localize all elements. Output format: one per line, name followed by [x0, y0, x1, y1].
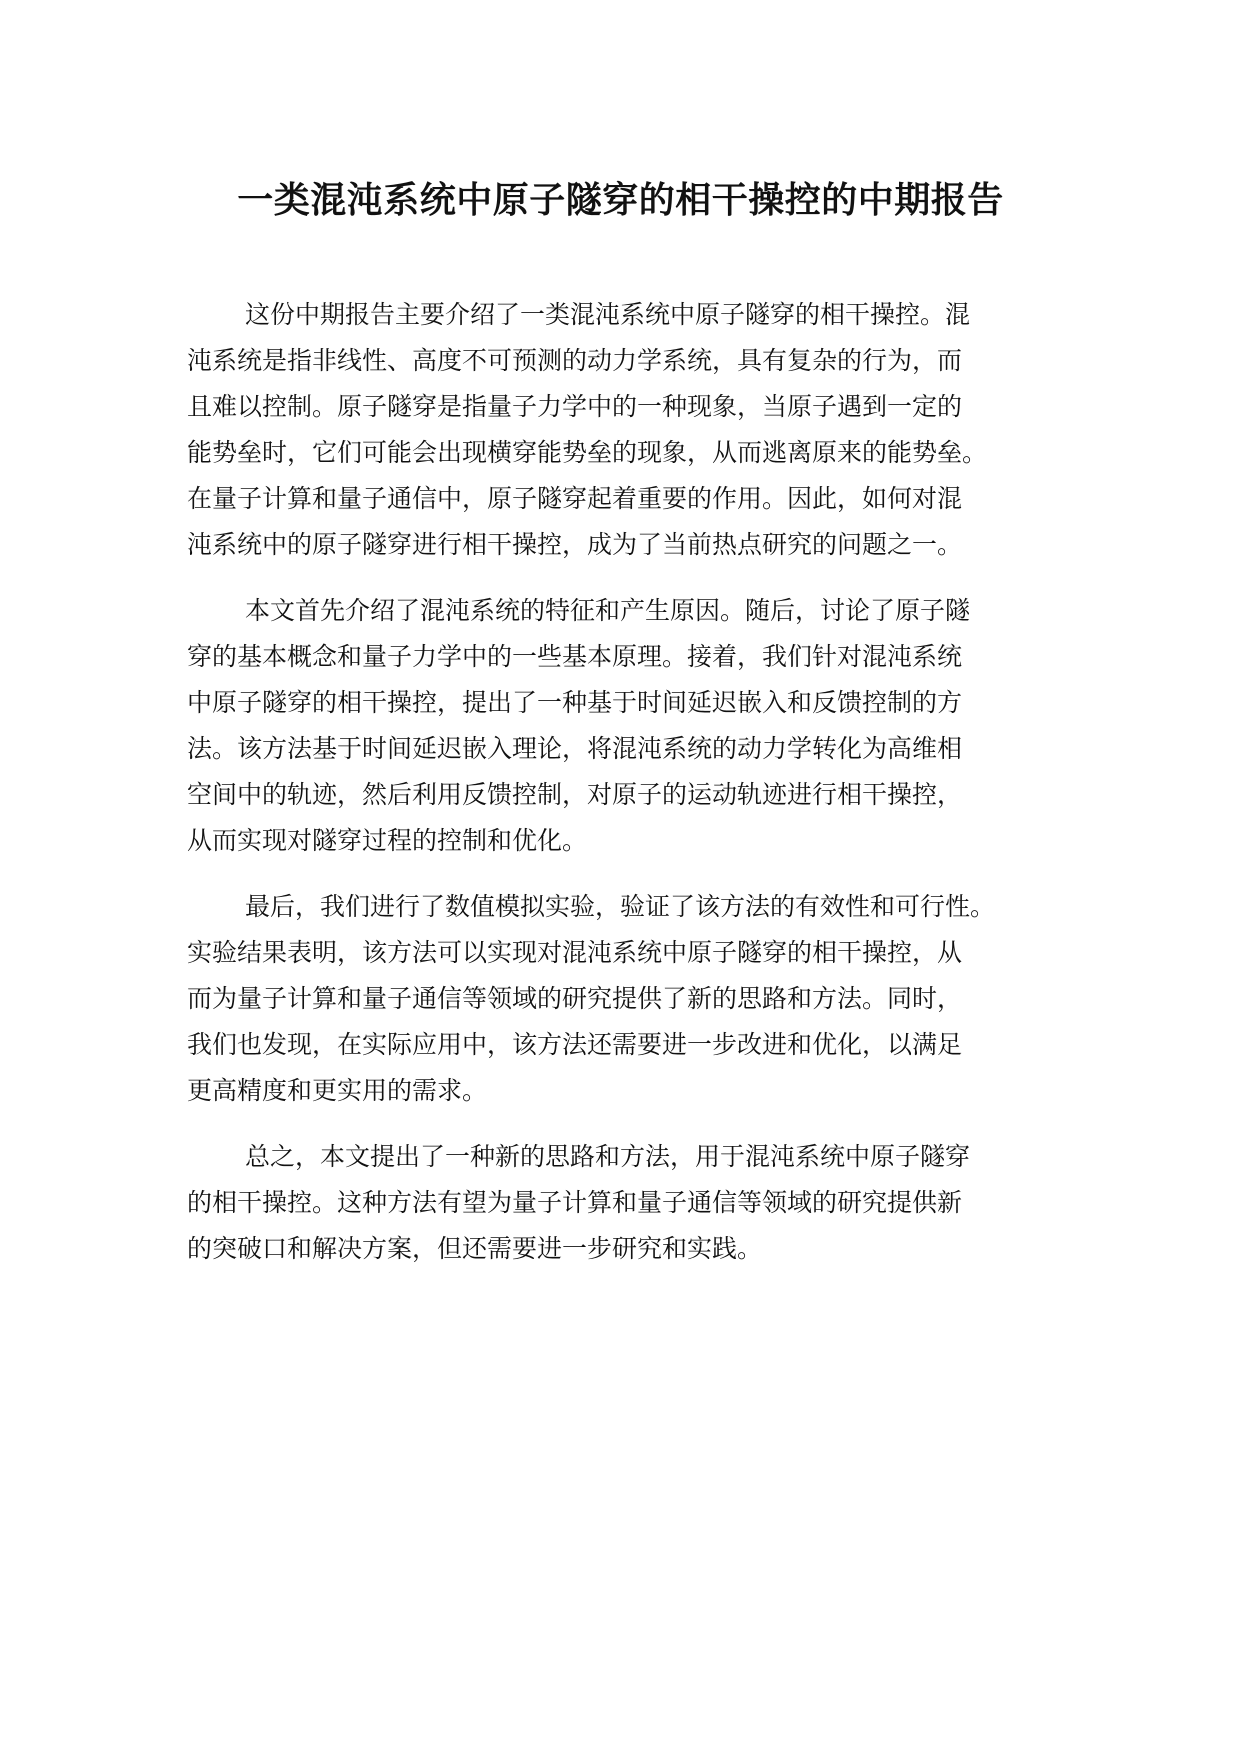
paragraph-introduction	[187, 292, 1067, 568]
paragraph-line: 沌系统中的原子隧穿进行相干操控，成为了当前热点研究的问题之一。	[187, 530, 963, 559]
paragraph-method	[187, 588, 1067, 864]
paragraph-line: 法。该方法基于时间延迟嵌入理论，将混沌系统的动力学转化为高维相	[187, 734, 963, 763]
paragraph-line: 空间中的轨迹，然后利用反馈控制，对原子的运动轨迹进行相干操控，	[187, 780, 963, 809]
paragraph-line: 这份中期报告主要介绍了一类混沌系统中原子隧穿的相干操控。混	[245, 300, 971, 329]
paragraph-line: 而为量子计算和量子通信等领域的研究提供了新的思路和方法。同时，	[187, 984, 963, 1013]
paragraph-line: 的突破口和解决方案，但还需要进一步研究和实践。	[187, 1234, 763, 1263]
paragraph-line: 且难以控制。原子隧穿是指量子力学中的一种现象，当原子遇到一定的	[187, 392, 963, 421]
paragraph-line: 穿的基本概念和量子力学中的一些基本原理。接着，我们针对混沌系统	[187, 642, 963, 671]
paragraph-line: 总之，本文提出了一种新的思路和方法，用于混沌系统中原子隧穿	[245, 1142, 971, 1171]
paragraph-line: 最后，我们进行了数值模拟实验，验证了该方法的有效性和可行性。	[245, 892, 996, 921]
paragraph-line: 能势垒时，它们可能会出现横穿能势垒的现象，从而逃离原来的能势垒。	[187, 438, 988, 467]
paragraph-line: 更高精度和更实用的需求。	[187, 1076, 488, 1105]
paragraph-line: 本文首先介绍了混沌系统的特征和产生原因。随后，讨论了原子隧	[245, 596, 971, 625]
document-title: 一类混沌系统中原子隧穿的相干操控的中期报告	[237, 180, 1004, 221]
paragraph-line: 实验结果表明，该方法可以实现对混沌系统中原子隧穿的相干操控，从	[187, 938, 963, 967]
paragraph-line: 沌系统是指非线性、高度不可预测的动力学系统，具有复杂的行为，而	[187, 346, 963, 375]
paragraph-results	[187, 884, 1067, 1114]
paragraph-conclusion	[187, 1134, 1067, 1272]
paragraph-line: 中原子隧穿的相干操控，提出了一种基于时间延迟嵌入和反馈控制的方	[187, 688, 963, 717]
paragraph-line: 在量子计算和量子通信中，原子隧穿起着重要的作用。因此，如何对混	[187, 484, 963, 513]
paragraph-line: 的相干操控。这种方法有望为量子计算和量子通信等领域的研究提供新	[187, 1188, 963, 1217]
paragraph-line: 我们也发现，在实际应用中，该方法还需要进一步改进和优化，以满足	[187, 1030, 963, 1059]
paragraph-line: 从而实现对隧穿过程的控制和优化。	[187, 826, 588, 855]
